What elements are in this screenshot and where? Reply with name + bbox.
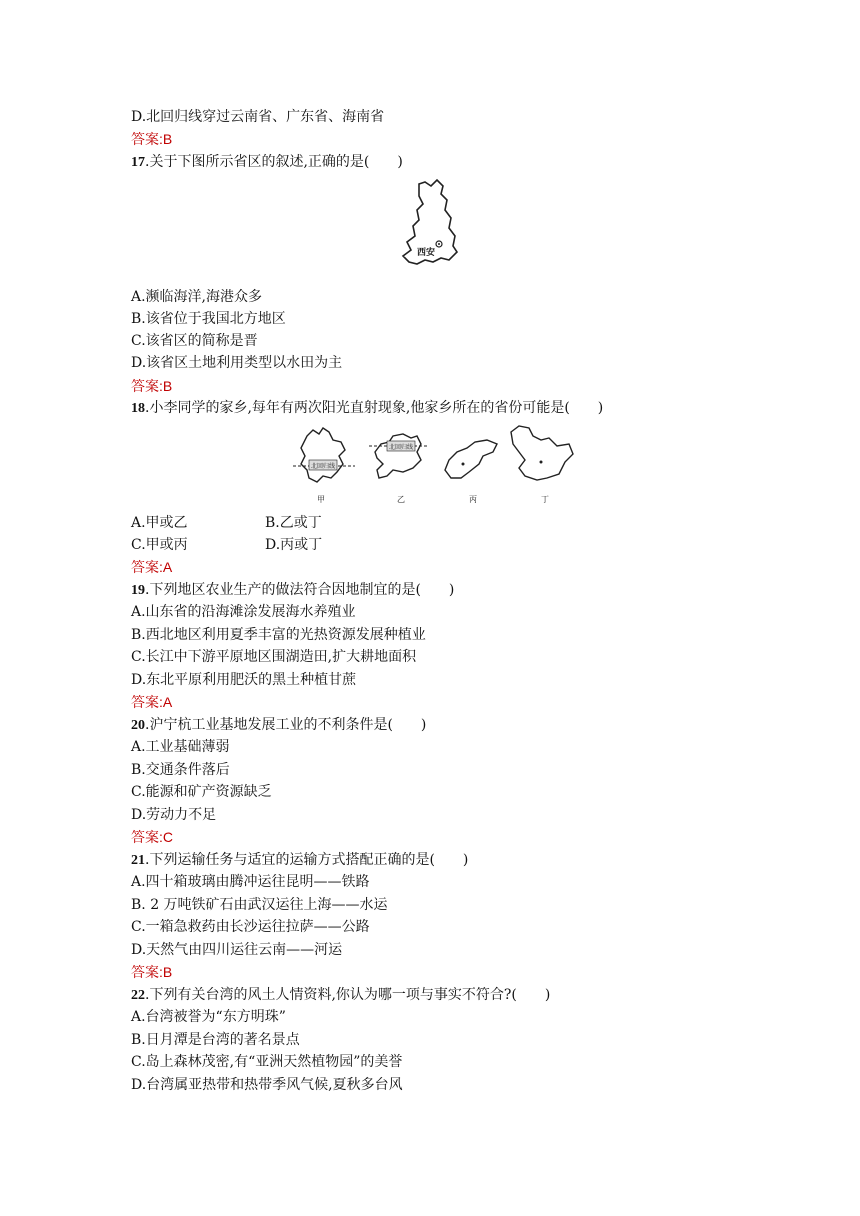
q22-option-a: A.台湾被誉为“东方明珠” [131,1009,286,1025]
q21-answer [131,961,172,983]
q17-province-map [397,176,477,271]
q18-option-b: B.乙或丁 [265,515,322,531]
q22-option-b: B.日月潭是台湾的著名景点 [131,1032,300,1048]
question-text: .小李同学的家乡,每年有两次阳光直射现象,他家乡所在的省份可能是( ) [145,400,604,416]
q18-answer [131,556,172,578]
q18-option-c: C.甲或丙 [131,537,188,553]
q16-option-d: D.北回归线穿过云南省、广东省、海南省 [131,109,385,125]
q17-option-c: C.该省区的简称是晋 [131,333,258,349]
answer-value: :B [159,378,173,394]
q19-answer [131,691,172,713]
question-number: 19 [131,583,145,598]
q22-option-d: D.台湾属亚热带和热带季风气候,夏秋多台风 [131,1077,403,1093]
question-text: .下列有关台湾的风土人情资料,你认为哪一项与事实不符合?( ) [145,987,551,1003]
q21-stem [131,849,468,871]
answer-value: :C [159,829,173,845]
answer-label: 答案 [131,965,159,981]
q16-answer [131,128,172,150]
q18-options-row1 [131,512,322,534]
xian-label: 西安 [417,248,436,258]
province-bing-outline [445,440,497,478]
map-label-yi: 乙 [397,495,405,504]
map-label-bing: 丙 [469,495,477,504]
q19-option-d: D.东北平原利用肥沃的黑土种植甘蔗 [131,672,357,688]
question-text: .下列地区农业生产的做法符合因地制宜的是( ) [145,582,455,598]
q20-option-c: C.能源和矿产资源缺乏 [131,784,272,800]
q21-option-c: C.一箱急救药由长沙运往拉萨——公路 [131,919,370,935]
answer-value: :A [159,559,173,575]
q19-option-a: A.山东省的沿海滩涂发展海水养殖业 [131,604,356,620]
tropic-label-yi: 北回归线 [389,444,414,451]
q18-option-a: A.甲或乙 [131,515,188,531]
q19-option-c: C.长江中下游平原地区围湖造田,扩大耕地面积 [131,649,417,665]
answer-value: :B [159,131,173,147]
q20-option-a: A.工业基础薄弱 [131,739,230,755]
q21-option-a: A.四十箱玻璃由腾冲运往昆明——铁路 [131,874,370,890]
map-label-ding: 丁 [541,495,549,504]
answer-label: 答案 [131,132,159,148]
question-number: 21 [131,853,145,868]
answer-label: 答案 [131,695,159,711]
answer-label: 答案 [131,560,159,576]
tropic-label-jia: 北回归线 [311,463,336,470]
question-number: 20 [131,718,145,733]
question-number: 17 [131,155,145,170]
answer-value: :B [159,964,173,980]
answer-value: :A [159,694,173,710]
province-jia-outline [301,428,345,482]
city-dot-ding [540,461,543,464]
q17-option-b: B.该省位于我国北方地区 [131,311,286,327]
city-dot-bing [462,463,465,466]
q19-option-b: B.西北地区利用夏季丰富的光热资源发展种植业 [131,627,426,643]
question-text: .下列运输任务与适宜的运输方式搭配正确的是( ) [145,852,469,868]
q18-province-maps [293,422,583,508]
question-number: 22 [131,988,145,1003]
province-yi-outline [375,434,421,478]
q17-option-a: A.濒临海洋,海港众多 [131,289,263,305]
q20-stem [131,714,426,736]
q17-option-d: D.该省区土地利用类型以水田为主 [131,355,343,371]
q17-stem [131,151,403,173]
question-text: .关于下图所示省区的叙述,正确的是( ) [145,154,403,170]
q19-stem [131,579,454,601]
answer-label: 答案 [131,379,159,395]
q22-option-c: C.岛上森林茂密,有“亚洲天然植物园”的美誉 [131,1054,403,1070]
question-number: 18 [131,401,145,416]
q20-option-b: B.交通条件落后 [131,762,230,778]
q17-answer [131,375,172,397]
q18-stem [131,397,603,419]
q21-option-b: B. 2 万吨铁矿石由武汉运往上海——水运 [131,897,388,913]
q18-option-d: D.丙或丁 [265,537,323,553]
q22-stem [131,984,550,1006]
province-ding-outline [511,426,573,480]
q20-answer [131,826,173,848]
q18-options-row2 [131,534,323,556]
q20-option-d: D.劳动力不足 [131,807,217,823]
q21-option-d: D.天然气由四川运往云南——河运 [131,942,343,958]
answer-label: 答案 [131,830,159,846]
question-text: .沪宁杭工业基地发展工业的不利条件是( ) [145,717,427,733]
xian-city-dot [438,243,440,245]
map-label-jia: 甲 [317,495,325,504]
